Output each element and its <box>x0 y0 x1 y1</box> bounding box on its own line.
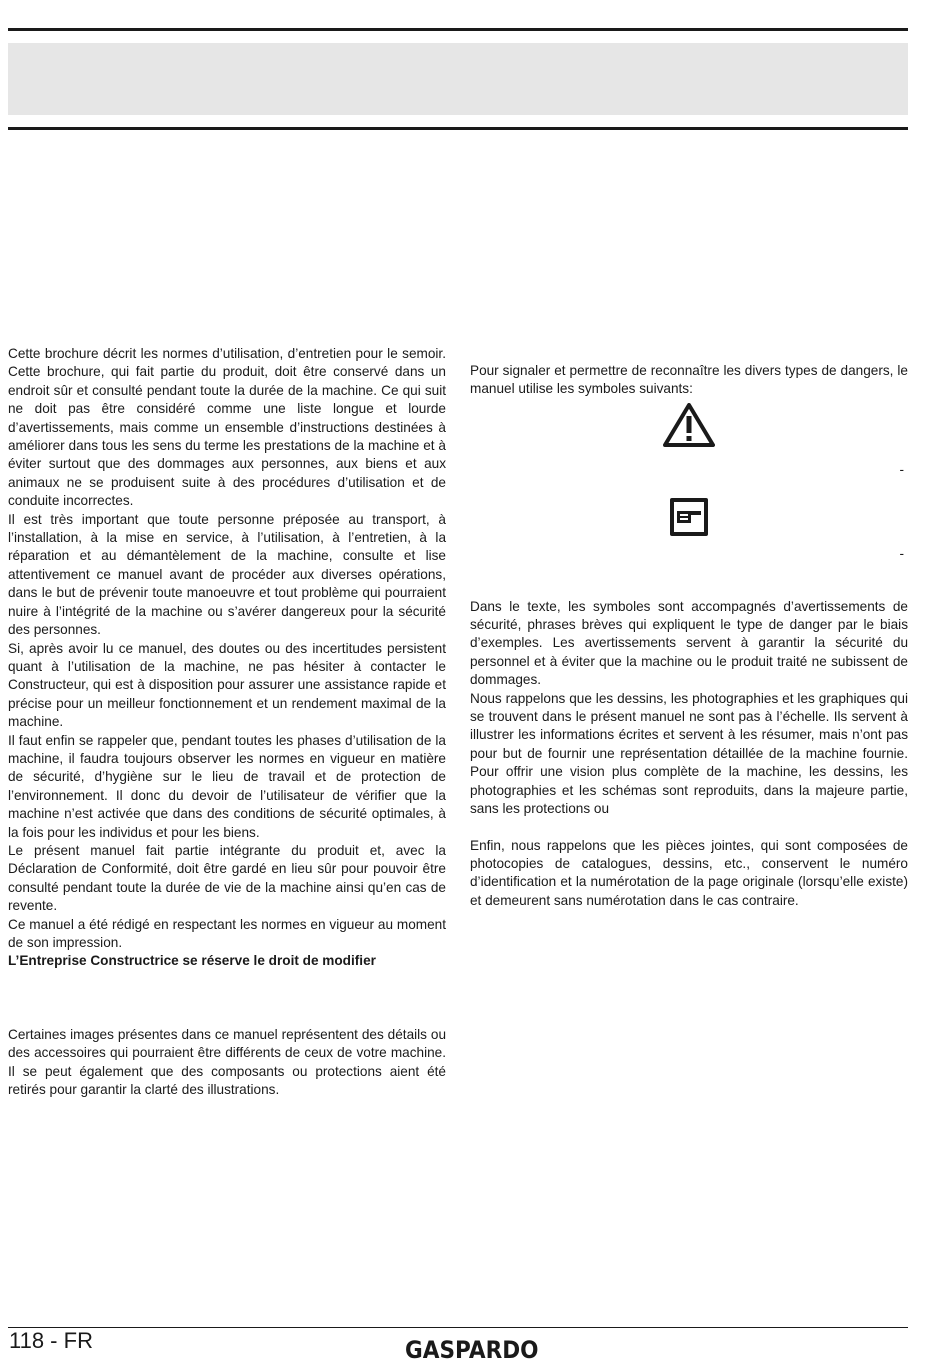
personnel-paragraph: Il est très important que toute personne préposée au transport, à l’installation, à la mise en service, à l’utilisation, à l’entretien, à la réparation et au démantèlement de la machine, consulte et lise attentivement ce manuel avant de procéder aux diverses opérations, dans le but de prévenir toute manoeuvre et tout problème qui pourraient nuire à l’intégrité de la machine ou s’avérer dangereux pour la sécurité des personnes. <box>8 511 446 638</box>
symbols-paragraph: Dans le texte, les symboles sont accompagnés d’avertissements de sécurité, phrases brèves qui expliquent le type de danger par le biais d’exemples. Les avertissements servent à garantir la sécurité du personnel et à éviter que la machine ou le produit traité ne subissent de dommages. <box>470 598 908 688</box>
note-symbol <box>470 497 908 537</box>
conformity-paragraph: Le présent manuel fait partie intégrante du produit et, avec la Déclaration de Conformité, doit être gardé en lieu sûr pour pouvoir être consulté pendant toute la durée de vie de la machine ainsi qu’en cas de revente. <box>8 842 446 914</box>
top-rule <box>8 28 908 31</box>
header-bottom-rule <box>8 127 908 130</box>
modification-notice: L’Entreprise Constructrice se réserve le droit de modifier <box>8 953 376 969</box>
symbols-intro: Pour signaler et permettre de reconnaître les divers types de dangers, le manuel utilise les symboles suivants: <box>470 363 908 397</box>
intro-paragraph: Cette brochure décrit les normes d’utilisation, d’entretien pour le semoir. Cette brochure, qui fait partie du produit, doit être conservé dans un endroit sûr et consulté pendant toute la durée de la machine. Ce qui suit ne doit pas être considéré comme une liste longue et lourde d’avertissements, mais comme un ensemble d’instructions destinées à améliorer dans tous les sens du terme les prestations de la machine et à éviter surtout que des dommages aux personnes, aux biens et aux animaux ne se produisent suite à des procédures d’utilisation et de conduite incorrectes. <box>8 346 446 509</box>
spacer <box>470 819 908 837</box>
attachments-paragraph: Enfin, nous rappelons que les pièces jointes, qui sont composées de photocopies de catalogues, dessins, etc., conservent le numéro d’identification et la numérotation de la page originale (lorsqu’elle existe) et demeurent sans numérotation dans le cas contraire. <box>470 837 908 908</box>
pointing-hand-icon <box>669 497 709 537</box>
note-dash: - <box>899 546 904 562</box>
doubts-paragraph: Si, après avoir lu ce manuel, des doutes ou des incertitudes persistent quant à l’utilisation de la machine, ne pas hésiter à contacter le Constructeur, qui est à disposition pour assurer une assistance rapide et précise pour un meilleur fonctionnement et un rendement maximal de la machine. <box>8 640 446 730</box>
page-number: 118 - FR <box>9 1328 93 1353</box>
right-column <box>470 362 908 910</box>
images-note: Certaines images présentes dans ce manuel représentent des détails ou des accessoires qui pourraient être différents de ceux de votre machine. Il se peut également que des composants ou protections aient été retirés pour garantir la clarté des illustrations. <box>8 1026 446 1098</box>
warning-symbol <box>470 403 908 447</box>
warning-dash: - <box>899 461 904 477</box>
brand-logo: GASPARDO <box>405 1336 539 1364</box>
header-band <box>8 43 908 115</box>
spacer <box>470 564 908 598</box>
spacer <box>8 971 446 1026</box>
drawings-paragraph: Nous rappelons que les dessins, les photographies et les graphiques qui se trouvent dans le présent manuel ne sont pas à l’échelle. Ils servent à illustrer les informations écrites et servent à les résumer, mais n’ont pas pour but de fournir une représentation détaillée de la machine fournie. Pour offrir une vision plus complète de la machine, les dessins, les photographies et les schémas sont reproduits, dans la majeure partie, sans les protections ou <box>470 690 908 817</box>
left-column <box>8 345 446 1099</box>
warning-triangle-icon <box>663 403 715 447</box>
footer-rule <box>8 1327 908 1328</box>
printing-paragraph: Ce manuel a été rédigé en respectant les normes en vigueur au moment de son impression. <box>8 916 446 950</box>
safety-norms-paragraph: Il faut enfin se rappeler que, pendant toutes les phases d’utilisation de la machine, il faudra toujours observer les normes en vigueur en matière de sécurité, d’hygiène sur le lieu de travail et de protection de l’environnement. Il donc du devoir de l’utilisateur de vérifier que la machine n’est activée que dans des conditions de sécurité optimales, à la fois pour les individus et pour les biens. <box>8 732 446 840</box>
